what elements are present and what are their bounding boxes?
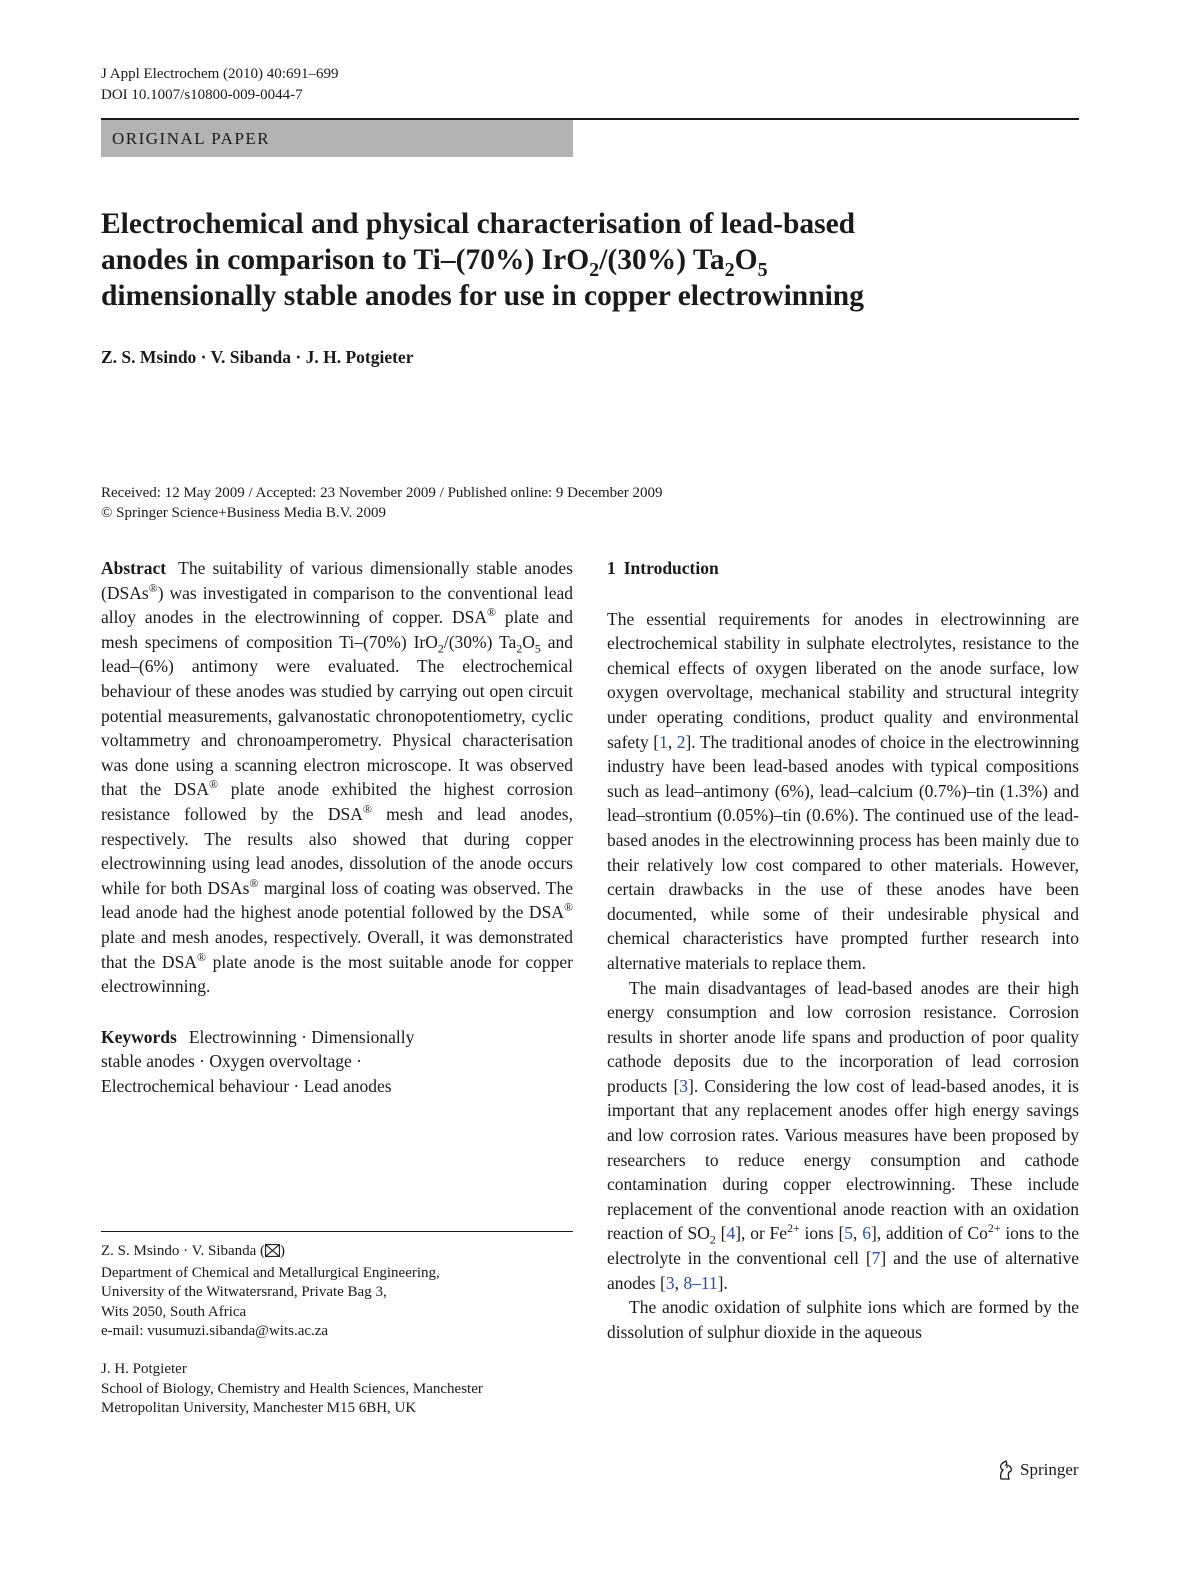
- ref-link[interactable]: 7: [871, 1248, 881, 1269]
- intro-paragraph-2: The main disadvantages of lead-based anodes are their high energy consumption and low corrosion resistance. Corrosion results in shorter anode life spans and production of poor quality cathode deposits due to the incorporation of lead corrosion products [3]. Considering the low cost of lead-based anodes, it is important that any replacement anodes offer high energy savings and low corrosion rates. Various measures have been proposed by researchers to reduce energy consumption and cathode contamination during copper electrowinning. These include replacement of the conventional anode reaction with an oxidation reaction of $SO_2$ [4], or $Fe^{2+}$ ions [5, 6], addition of $Co^{2+}$ ions to the electrolyte in the conventional cell [7] and the use of alternative anodes [3, 8–11].: [607, 977, 1080, 1293]
- ref-link[interactable]: 1: [659, 731, 668, 752]
- ref-link[interactable]: 2: [676, 731, 686, 752]
- intro-paragraph-3: The anodic oxidation of sulphite ions which are formed by the dissolution of sulphur dioxide in the aqueous: [607, 1297, 1079, 1342]
- publication-history: [101, 483, 663, 523]
- right-column: [607, 556, 1079, 1344]
- footnote-rule: [101, 1231, 573, 1232]
- ref-link[interactable]: 4: [726, 1223, 736, 1244]
- history-line: Received: 12 May 2009 / Accepted: 23 November 2009 / Published online: 9 December 2009: [101, 485, 663, 501]
- author-list: Z. S. Msindo · V. Sibanda · J. H. Potgieter: [101, 347, 414, 367]
- ref-link[interactable]: 6: [862, 1223, 871, 1244]
- title-line-2: anodes in comparison to Ti–(70%) IrO$_2$/(30%) $Ta_2O_5$: [101, 244, 768, 281]
- email-link[interactable]: e-mail: vusumuzi.sibanda@wits.ac.za: [101, 1323, 329, 1340]
- article-title: [101, 206, 1101, 314]
- intro-paragraph-1: The essential requirements for anodes in electrowinning are electrochemical stability in sulphate electrolytes, resistance to the chemical effects of oxygen liberated on the anode surface, low oxygen overvoltage, mechanical stability and structural integrity under operating conditions, product quality and environmental safety [1, 2]. The traditional anodes of choice in the electrowinning industry have been lead-based anodes with typical compositions such as lead–antimony (6%), lead–calcium (0.7%)–tin (1.3%) and lead–strontium (0.05%)–tin (0.6%). The continued use of the lead-based anodes in the electrowinning process has been mainly due to their relatively low cost compared to other materials. However, certain drawbacks in the use of these anodes have been documented, while some of their undesirable physical and chemical characteristics have prompted further research into alternative materials to replace them.: [607, 608, 1079, 973]
- publisher-name: Springer: [1020, 1460, 1079, 1479]
- title-line-1: Electrochemical and physical characterisation of lead-based: [101, 208, 856, 240]
- journal-citation: [101, 64, 338, 106]
- keywords-label: Keywords: [101, 1026, 177, 1047]
- article-type-banner: ORIGINAL PAPER: [101, 120, 573, 157]
- affiliation-1: Z. S. Msindo · V. Sibanda ( ) Department of Chemical and Metallurgical Engineering, University of the Witwatersrand, Private Bag 3, Wits 2050, South Africa e-mail: vusumuzi.sibanda@wits.ac.za: [101, 1242, 573, 1342]
- abstract: Abstract The suitability of various dimensionally stable anodes (DSAs®) was investigated in comparison to the conventional lead alloy anodes in the electrowinning of copper. DSA® plate and mesh specimens of composition Ti–(70%) IrO$_2$/(30%) $Ta_2O_5$ and lead–(6%) antimony were evaluated. The electrochemical behaviour of these anodes was studied by carrying out open circuit potential measurements, galvanostatic chronopotentiometry, cyclic voltammetry and chronoamperometry. Physical characterisation was done using a scanning electron microscope. It was observed that the DSA® plate anode exhibited the highest corrosion resistance followed by the DSA® mesh and lead anodes, respectively. The results also showed that during copper electrowinning using lead anodes, dissolution of the anode occurs while for both DSAs® marginal loss of coating was observed. The lead anode had the highest anode potential followed by the DSA® plate and mesh anodes, respectively. Overall, it was demonstrated that the DSA® plate anode is the most suitable anode for copper electrowinning.: [101, 558, 574, 997]
- publisher-logo: [995, 1459, 1079, 1481]
- left-column: [101, 556, 573, 1098]
- title-line-3: dimensionally stable anodes for use in copper electrowinning: [101, 280, 864, 312]
- ref-link[interactable]: 8–11: [683, 1272, 718, 1293]
- section-heading-introduction: 1 Introduction: [607, 558, 719, 578]
- abstract-label: Abstract: [101, 558, 167, 578]
- doi-line: DOI 10.1007/s10800-009-0044-7: [101, 87, 303, 103]
- affiliation-2: J. H. Potgieter School of Biology, Chemistry and Health Sciences, Manchester Metropolitan University, Manchester M15 6BH, UK: [101, 1361, 483, 1417]
- ref-link[interactable]: 3: [665, 1272, 675, 1293]
- keywords: Keywords Electrowinning · Dimensionally stable anodes · Oxygen overvoltage · Electrochemical behaviour · Lead anodes: [101, 1026, 415, 1096]
- ref-link[interactable]: 3: [679, 1075, 689, 1096]
- ref-link[interactable]: 5: [844, 1223, 854, 1244]
- envelope-icon: [265, 1244, 280, 1264]
- copyright-line: © Springer Science+Business Media B.V. 2009: [101, 505, 386, 521]
- springer-horse-icon: [995, 1459, 1015, 1481]
- journal-line: J Appl Electrochem (2010) 40:691–699: [101, 66, 339, 82]
